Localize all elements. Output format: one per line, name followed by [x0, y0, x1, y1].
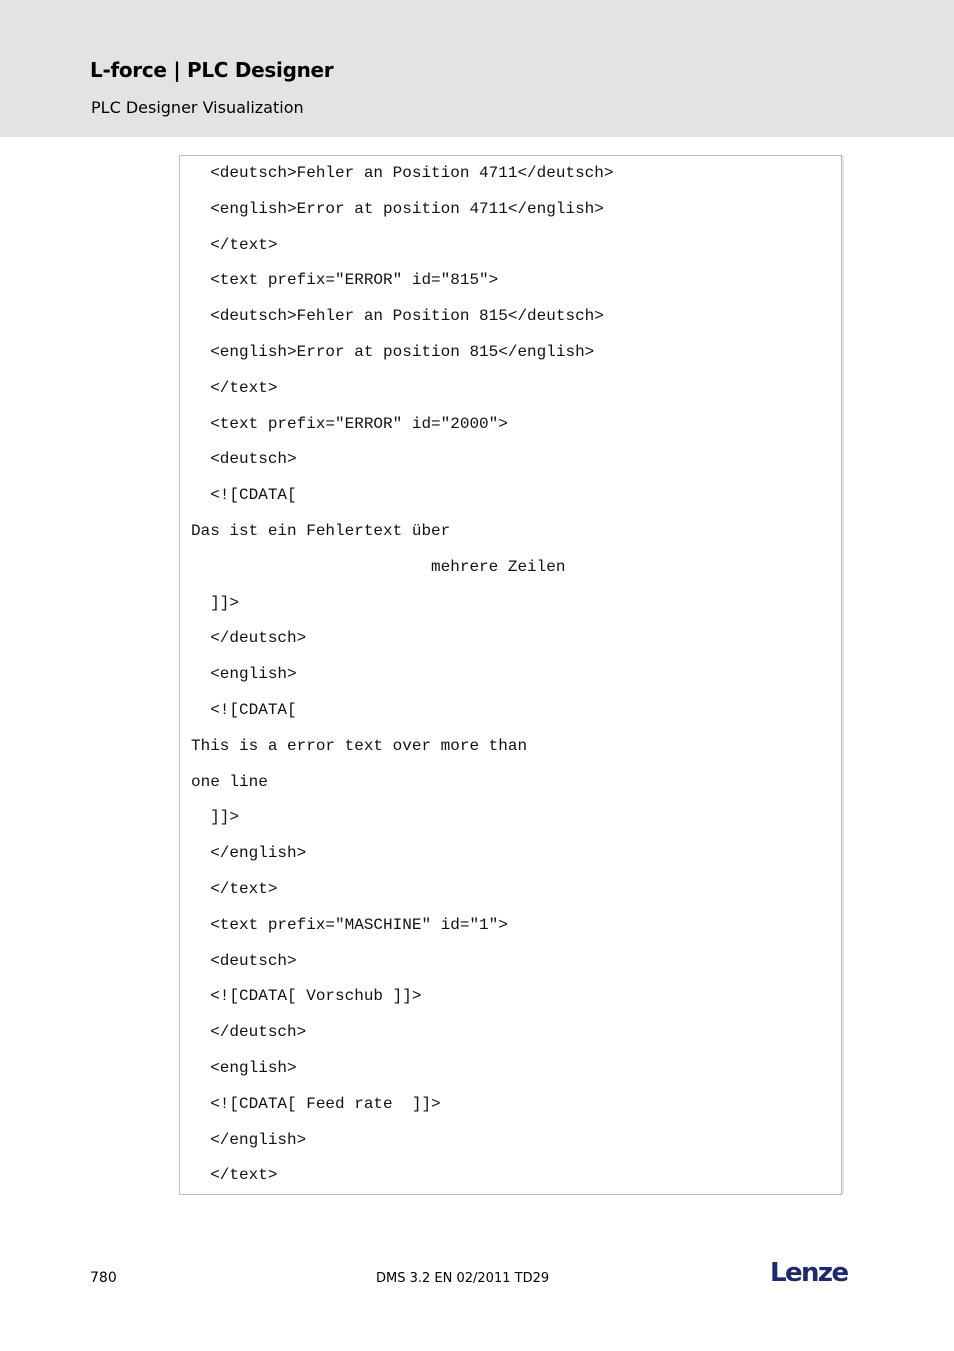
- document-subtitle: PLC Designer Visualization: [91, 98, 304, 117]
- code-lines: [191, 164, 613, 1202]
- page-number: 780: [90, 1270, 117, 1286]
- code-line: <english>Error at position 4711</english>: [191, 199, 604, 218]
- code-line: mehrere Zeilen: [191, 557, 566, 576]
- code-line: </text>: [191, 378, 278, 397]
- code-line: Das ist ein Fehlertext über: [191, 521, 451, 540]
- code-line: </text>: [191, 879, 278, 898]
- code-line: <![CDATA[: [191, 700, 297, 719]
- document-title: L-force | PLC Designer: [90, 58, 334, 82]
- code-line: </text>: [191, 1166, 278, 1185]
- code-line: </english>: [191, 844, 307, 863]
- code-line: <english>: [191, 1058, 297, 1077]
- document-reference: DMS 3.2 EN 02/2011 TD29: [376, 1271, 550, 1286]
- code-line: <text prefix="MASCHINE" id="1">: [191, 915, 508, 934]
- code-line: one line: [191, 772, 268, 791]
- code-line: <deutsch>: [191, 951, 297, 970]
- code-line: </english>: [191, 1130, 307, 1149]
- code-listing-box: [179, 155, 842, 1195]
- code-line: <![CDATA[ Vorschub ]]>: [191, 987, 422, 1006]
- code-line: <![CDATA[: [191, 486, 297, 505]
- code-line: <english>Error at position 815</english>: [191, 342, 595, 361]
- code-line: ]]>: [191, 593, 240, 612]
- code-line: <![CDATA[ Feed rate ]]>: [191, 1094, 441, 1113]
- lenze-logo: Lenze: [770, 1258, 848, 1288]
- code-line: <deutsch>: [191, 450, 297, 469]
- code-line: </deutsch>: [191, 629, 307, 648]
- code-line: <deutsch>Fehler an Position 815</deutsch>: [191, 307, 604, 326]
- code-line: </deutsch>: [191, 1023, 307, 1042]
- code-line: <english>: [191, 665, 297, 684]
- code-line: <text prefix="ERROR" id="2000">: [191, 414, 508, 433]
- code-line: <text prefix="ERROR" id="815">: [191, 271, 499, 290]
- code-line: ]]>: [191, 808, 240, 827]
- code-line: This is a error text over more than: [191, 736, 528, 755]
- code-line: <deutsch>Fehler an Position 4711</deutsch>: [191, 164, 614, 182]
- code-line: </text>: [191, 235, 278, 254]
